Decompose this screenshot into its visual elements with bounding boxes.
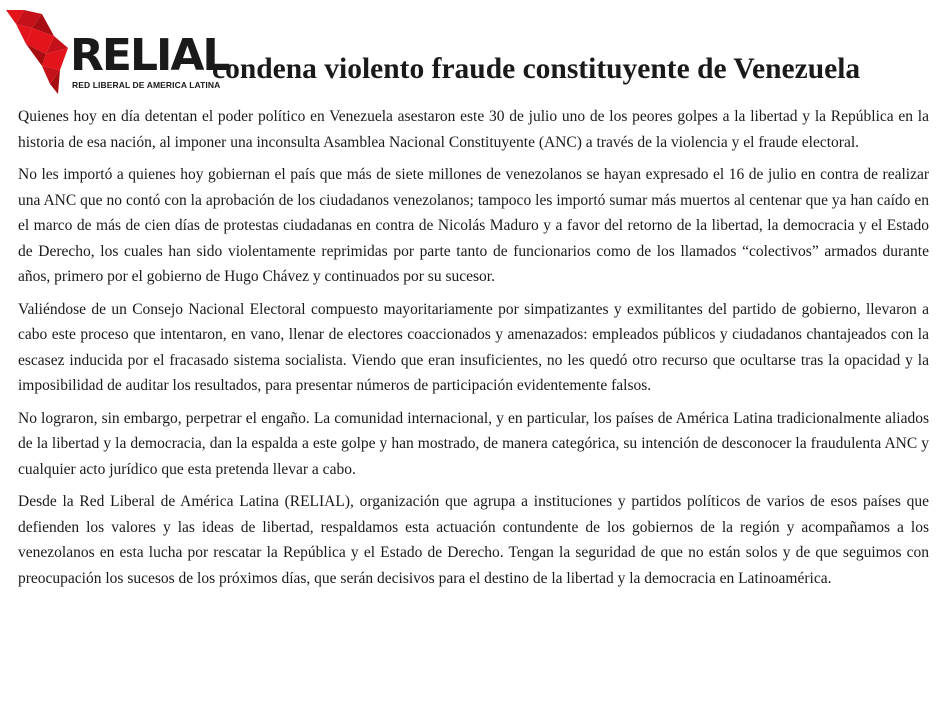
page-title: condena violento fraude constituyente de Venezuela	[212, 53, 861, 85]
article-body	[18, 104, 929, 598]
paragraph: No lograron, sin embargo, perpetrar el engaño. La comunidad internacional, y en particular, los países de América Latina tradicionalmente aliados de la libertad y la democracia, dan la espalda a este golpe y han mostrado, de manera categórica, su intención de desconocer la fraudulenta ANC y cualquier acto jurídico que esta pretenda llevar a cabo.	[18, 409, 929, 478]
paragraph: Valiéndose de un Consejo Nacional Electoral compuesto mayoritariamente por simpatizantes y exmilitantes del partido de gobierno, llevaron a cabo este proceso que intentaron, en vano, llenar de electores coaccionados y amenazados: empleados públicos y ciudadanos chantajeados con la escasez inducida por el fracasado sistema socialista. Viendo que eran insuficientes, no les quedó otro recurso que ocultarse tras la opacidad y la imposibilidad de auditar los resultados, para presentar números de participación evidentemente falsos.	[18, 300, 929, 394]
logo-tagline: RED LIBERAL DE AMERICA LATINA	[72, 80, 221, 90]
logo-wordmark: RELIAL	[70, 30, 229, 81]
relial-logo-icon	[2, 4, 74, 96]
paragraph: Desde la Red Liberal de América Latina (RELIAL), organización que agrupa a instituciones y partidos políticos de varios de esos países que defienden los valores y las ideas de libertad, respaldamos esta actuación contundente de los gobiernos de la región y acompañamos a los venezolanos en esta lucha por rescatar la República y el Estado de Derecho. Tengan la seguridad de que no están solos y de que seguimos con preocupación los sucesos de los próximos días, que serán decisivos para el destino de la libertad y la democracia en Latinoamérica.	[18, 493, 929, 587]
paragraph: No les importó a quienes hoy gobiernan el país que más de siete millones de venezolanos se hayan expresado el 16 de julio en contra de realizar una ANC que no contó con la aprobación de los ciudadanos venezolanos; tampoco les importó sumar más muertos al centenar que ya han caído en el marco de más de cien días de protestas ciudadanas en contra de Nicolás Maduro y a favor del retorno de la libertad, la democracia y el Estado de Derecho, los cuales han sido violentamente reprimidas por parte tanto de funcionarios como de los llamados “colectivos” armados durante años, primero por el gobierno de Hugo Chávez y continuados por su sucesor.	[18, 166, 929, 285]
header	[0, 0, 945, 100]
paragraph: Quienes hoy en día detentan el poder político en Venezuela asestaron este 30 de julio uno de los peores golpes a la libertad y la República en la historia de esa nación, al imponer una inconsulta Asamblea Nacional Constituyente (ANC) a través de la violencia y el fraude electoral.	[18, 108, 929, 151]
